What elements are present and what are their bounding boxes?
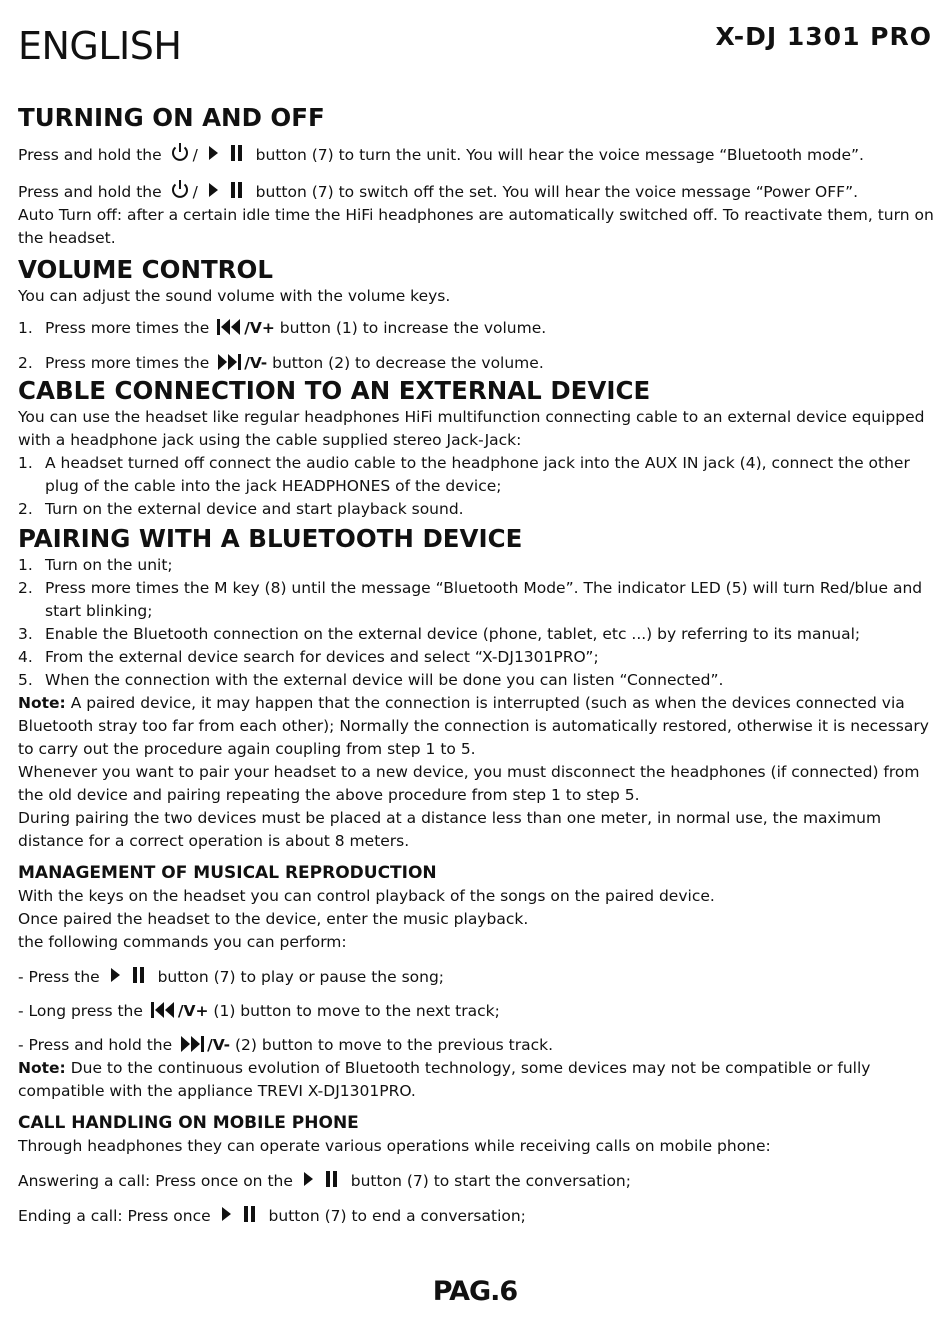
- list-item: 1. Press more times the /V+ button (1) to increase the volume.: [18, 319, 547, 337]
- command-post: (2) button to move to the previous track.: [235, 1036, 554, 1054]
- music-command-next: [18, 1000, 934, 1023]
- command-pre: - Press and hold the: [18, 1036, 173, 1054]
- list-item: 4. From the external device search for devices and select “X-DJ1301PRO”;: [18, 648, 599, 666]
- music-command-play: [18, 965, 934, 989]
- music-line: With the keys on the headset you can control playback of the songs on the paired device.: [18, 887, 715, 905]
- next-track-icon: [179, 1035, 205, 1053]
- list-item: 2. Press more times the /V- button (2) to decrease the volume.: [18, 354, 544, 372]
- volume-item1-pre: Press more times the: [45, 319, 210, 337]
- cable-item-text: A headset turned off connect the audio cable to the headphone jack into the AUX IN jack (4), connect the other plug of the cable into the jack HEADPHONES of the device;: [45, 454, 910, 495]
- music-line: Once paired the headset to the device, enter the music playback.: [18, 910, 529, 928]
- call-end: [18, 1204, 934, 1228]
- note-label: Note:: [18, 1059, 66, 1077]
- call-answer-post: button (7) to start the conversation;: [350, 1172, 631, 1190]
- manual-content: [18, 102, 934, 1228]
- command-post: (1) button to move to the next track;: [213, 1002, 500, 1020]
- pairing-list: [18, 554, 934, 692]
- section-title-volume: VOLUME CONTROL: [18, 255, 273, 284]
- next-track-icon: [216, 353, 242, 371]
- play-pause-icon: [218, 1204, 262, 1224]
- pairing-paragraph: During pairing the two devices must be placed at a distance less than one meter, in normal use, the maximum distance for a correct operation is about 8 meters.: [18, 809, 882, 850]
- call-intro: Through headphones they can operate various operations while receiving calls on mobile phone:: [18, 1137, 771, 1155]
- play-pause-icon: [205, 143, 249, 163]
- list-item: 1. Turn on the unit;: [18, 556, 173, 574]
- volume-item1-post: button (1) to increase the volume.: [279, 319, 547, 337]
- play-pause-icon: [300, 1169, 344, 1189]
- note-text: A paired device, it may happen that the connection is interrupted (such as when the devices connected via Bluetooth stray too far from each other); Normally the connection is automatically restored, otherwise it is necessary to carry out the procedure again coupling from step 1 to 5.: [18, 694, 929, 758]
- turning-on-pre: Press and hold the: [18, 146, 162, 164]
- list-item: 2. Press more times the M key (8) until the message “Bluetooth Mode”. The indicator LED (5) will turn Red/blue and start blinking;: [18, 579, 923, 620]
- power-icon: [169, 141, 191, 163]
- turning-on-post: button (7) to turn the unit. You will hear the voice message “Bluetooth mode”.: [255, 146, 864, 164]
- turning-paragraph-on: Press and hold the / button (7) to turn the unit. You will hear the voice message “Bluetooth mode”.: [18, 141, 934, 167]
- music-command-previous: [18, 1034, 934, 1057]
- note-label: Note:: [18, 694, 66, 712]
- cable-intro: You can use the headset like regular headphones HiFi multifunction connecting cable to an external device equipped with a headphone jack using the cable supplied stereo Jack-Jack:: [18, 408, 925, 449]
- model-name: X-DJ 1301 PRO: [715, 22, 932, 51]
- volume-intro: You can adjust the sound volume with the volume keys.: [18, 287, 451, 305]
- music-note: [18, 1057, 934, 1103]
- list-item: 3. Enable the Bluetooth connection on the external device (phone, tablet, etc ...) by referring to its manual;: [18, 625, 861, 643]
- volume-down-key-label: /V-: [244, 354, 268, 372]
- pairing-item-text: Press more times the M key (8) until the message “Bluetooth Mode”. The indicator LED (5) will turn Red/blue and start blinking;: [45, 579, 923, 620]
- call-answer-pre: Answering a call: Press once on the: [18, 1172, 293, 1190]
- volume-item2-post: button (2) to decrease the volume.: [272, 354, 544, 372]
- pairing-item-text: From the external device search for devices and select “X-DJ1301PRO”;: [45, 648, 599, 666]
- command-pre: - Long press the: [18, 1002, 143, 1020]
- list-item: 1. A headset turned off connect the audio cable to the headphone jack into the AUX IN jack (4), connect the other plug of the cable into the jack HEADPHONES of the device;: [18, 454, 910, 495]
- page-number: PAG.6: [432, 1276, 518, 1307]
- turning-off-pre: Press and hold the: [18, 183, 162, 201]
- play-pause-icon: [205, 180, 249, 200]
- language-heading: ENGLISH: [18, 24, 182, 68]
- turning-paragraph-off: Press and hold the / button (7) to switch off the set. You will hear the voice message “Power OFF”.: [18, 178, 934, 204]
- auto-turn-off-text: Auto Turn off: after a certain idle time the HiFi headphones are automatically switched off. To reactivate them, turn on the headset.: [18, 206, 934, 247]
- play-pause-icon: [107, 965, 151, 985]
- power-icon: [169, 178, 191, 200]
- call-end-post: button (7) to end a conversation;: [268, 1207, 526, 1225]
- previous-track-icon: [150, 1001, 176, 1019]
- command-post: button (7) to play or pause the song;: [157, 968, 445, 986]
- volume-up-key-label: /V+: [177, 1002, 209, 1020]
- cable-list: [18, 452, 934, 521]
- pairing-note: [18, 692, 934, 761]
- list-item: 2. Turn on the external device and start playback sound.: [18, 500, 464, 518]
- command-pre: - Press the: [18, 968, 100, 986]
- section-title-music: MANAGEMENT OF MUSICAL REPRODUCTION: [18, 863, 437, 883]
- cable-item-text: Turn on the external device and start playback sound.: [45, 500, 464, 518]
- pairing-paragraph: Whenever you want to pair your headset to a new device, you must disconnect the headphones (if connected) from the old device and pairing repeating the above procedure from step 1 to step 5.: [18, 763, 920, 804]
- section-title-cable: CABLE CONNECTION TO AN EXTERNAL DEVICE: [18, 376, 651, 405]
- previous-track-icon: [216, 318, 242, 336]
- section-title-turning: TURNING ON AND OFF: [18, 103, 325, 132]
- pairing-item-text: Enable the Bluetooth connection on the external device (phone, tablet, etc ...) by referring to its manual;: [45, 625, 861, 643]
- pairing-item-text: Turn on the unit;: [45, 556, 173, 574]
- pairing-item-text: When the connection with the external device will be done you can listen “Connected”.: [45, 671, 724, 689]
- volume-up-key-label: /V+: [244, 319, 275, 337]
- volume-list: [18, 317, 934, 375]
- music-line: the following commands you can perform:: [18, 933, 347, 951]
- note-text: Due to the continuous evolution of Bluetooth technology, some devices may not be compatible or fully compatible with the appliance TREVI X-DJ1301PRO.: [18, 1059, 871, 1100]
- list-item: 5. When the connection with the external device will be done you can listen “Connected”.: [18, 671, 724, 689]
- turning-off-post: button (7) to switch off the set. You will hear the voice message “Power OFF”.: [255, 183, 859, 201]
- section-title-call: CALL HANDLING ON MOBILE PHONE: [18, 1113, 359, 1133]
- call-answer: [18, 1169, 934, 1193]
- volume-item2-pre: Press more times the: [45, 354, 210, 372]
- call-end-pre: Ending a call: Press once: [18, 1207, 211, 1225]
- section-title-pairing: PAIRING WITH A BLUETOOTH DEVICE: [18, 524, 523, 553]
- volume-down-key-label: /V-: [207, 1036, 231, 1054]
